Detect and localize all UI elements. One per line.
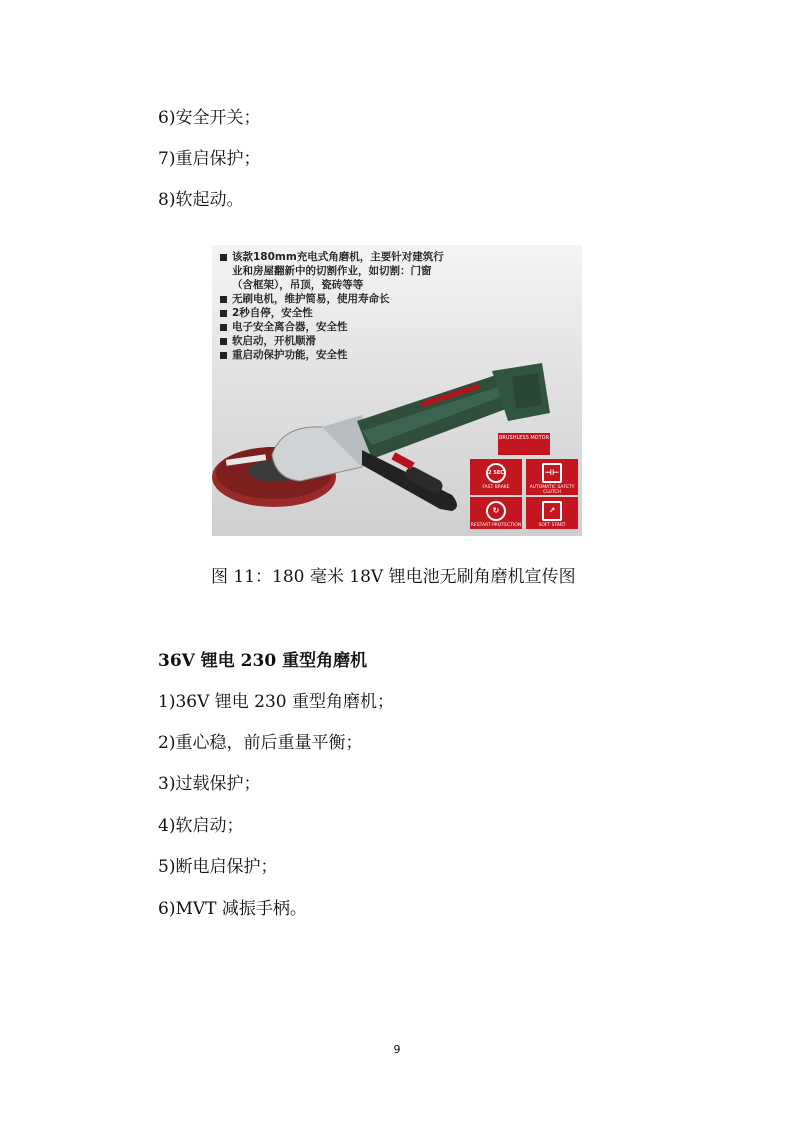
figure-bullet-continuation: （含框架），吊顶，瓷砖等等 [232, 279, 364, 291]
list-item: 5)断电启保护； [158, 857, 278, 877]
list-item: 3)过载保护； [158, 774, 261, 794]
feature-badges [470, 433, 578, 529]
section-heading: 36V 锂电 230 重型角磨机 [158, 651, 368, 671]
fast-brake-badge: 2 SEC FAST BRAKE [470, 459, 522, 495]
page-number: 9 [393, 1043, 401, 1056]
figure-bullet: 重启动保护功能，安全性 [220, 348, 580, 362]
list-item: 7)重启保护； [158, 149, 261, 169]
figure-bullet: 2秒自停，安全性 [220, 306, 580, 320]
list-item: 1)36V 锂电 230 重型角磨机； [158, 692, 395, 712]
safety-clutch-badge: ⊣⊢ AUTOMATIC SAFETY CLUTCH [526, 459, 578, 495]
list-item: 6)安全开关； [158, 108, 261, 128]
list-item: 4)软启动； [158, 816, 244, 836]
restart-icon: ↻ [486, 501, 506, 521]
figure-bullet: 该款180mm充电式角磨机，主要针对建筑行 [220, 250, 580, 264]
figure-bullet: 无刷电机，维护简易，使用寿命长 [220, 292, 580, 306]
figure-bullet: 电子安全离合器，安全性 [220, 320, 580, 334]
soft-start-badge: ↗ SOFT START [526, 497, 578, 529]
soft-start-arrow-icon: ↗ [542, 501, 562, 521]
product-figure [212, 245, 582, 536]
clutch-icon: ⊣⊢ [542, 463, 562, 483]
list-item: 2)重心稳，前后重量平衡； [158, 733, 363, 753]
list-item: 6)MVT 减振手柄。 [158, 899, 307, 919]
figure-caption: 图 11：180 毫米 18V 锂电池无刷角磨机宣传图 [211, 567, 576, 587]
figure-bullet-continuation: 业和房屋翻新中的切割作业，如切割：门窗 [232, 265, 432, 277]
two-second-icon: 2 SEC [486, 463, 506, 483]
restart-protection-badge: ↻ RESTART PROTECTION [470, 497, 522, 529]
list-item: 8)软起动。 [158, 190, 244, 210]
figure-bullet: 软启动，开机顺滑 [220, 334, 580, 348]
brushless-motor-badge: BRUSHLESS MOTOR [498, 433, 550, 455]
